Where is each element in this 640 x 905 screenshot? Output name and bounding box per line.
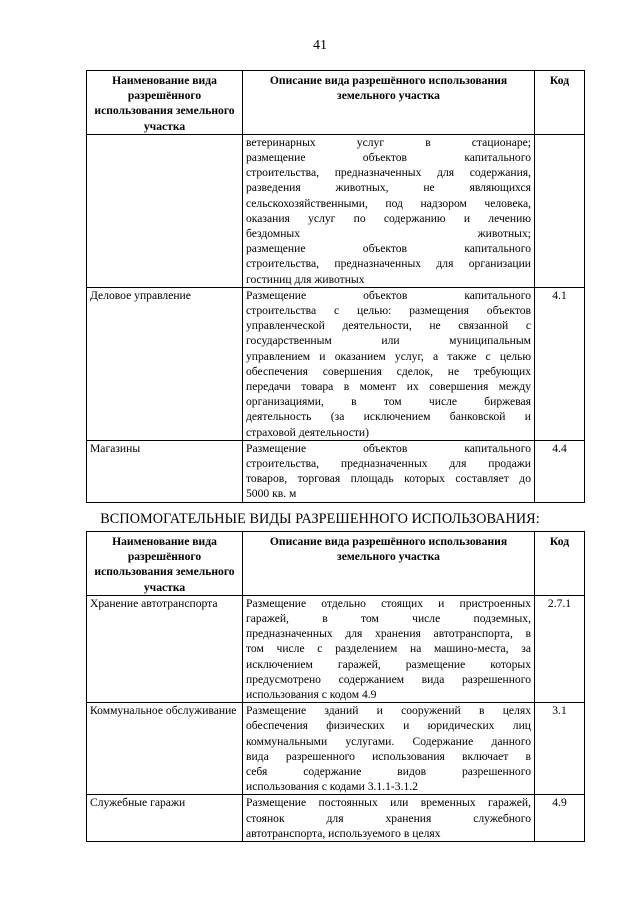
description-line: Размещение постоянных или временных гаражей, <box>246 796 531 810</box>
land-use-table-main <box>86 70 585 503</box>
description-line: стоянок для хранения служебного <box>246 811 531 825</box>
description-line: страховой деятельности) <box>246 425 369 439</box>
main-table-body <box>87 134 585 502</box>
description-line: предусмотрено содержанием вида разрешенного <box>246 672 531 686</box>
description-line: автотранспорта, используемого в целях <box>246 826 441 840</box>
description-line: размещение объектов капитального <box>246 242 531 256</box>
land-use-name: Магазины <box>87 440 243 502</box>
land-use-name: Деловое управление <box>87 287 243 440</box>
land-use-code: 4.9 <box>535 795 585 842</box>
land-use-name <box>87 134 243 287</box>
description-line: вида разрешенного использования включает в <box>246 749 531 763</box>
description-line: обеспечения физических и юридических лиц <box>246 719 531 733</box>
land-use-description <box>243 795 535 842</box>
description-line: размещение объектов капитального <box>246 151 531 165</box>
description-line: том числе с разделением на машино-места, за <box>246 642 531 656</box>
land-use-description <box>243 134 535 287</box>
land-use-name: Служебные гаражи <box>87 795 243 842</box>
table-row <box>87 795 585 842</box>
header-code: Код <box>535 532 585 596</box>
table-row <box>87 134 585 287</box>
description-line: деятельность (за исключением банковской и <box>246 410 531 424</box>
description-line: разведения животных, не являющихся <box>246 181 531 195</box>
land-use-name: Коммунальное обслуживание <box>87 703 243 795</box>
description-line: передачи товара в момент их совершения между <box>246 380 531 394</box>
description-line: использования с кодом 4.9 <box>246 688 377 702</box>
land-use-code: 3.1 <box>535 703 585 795</box>
description-line: обеспечения совершения сделок, не требующих <box>246 364 531 378</box>
description-line: бездомных животных; <box>246 227 531 241</box>
description-line: гаражей, в том числе подземных, <box>246 612 531 626</box>
description-line: товаров, торговая площадь которых составляет до <box>246 472 531 486</box>
description-line: государственным или муниципальным <box>246 334 531 348</box>
land-use-code: 2.7.1 <box>535 595 585 702</box>
description-line: 5000 кв. м <box>246 487 297 501</box>
description-line: Размещение отдельно стоящих и пристроенных <box>246 596 531 610</box>
header-description: Описание вида разрешённого использования земельного участка <box>243 532 535 596</box>
description-line: коммунальными услугами. Содержание данного <box>246 734 531 748</box>
description-line: себя содержание видов разрешенного <box>246 765 531 779</box>
table-row <box>87 595 585 702</box>
header-name: Наименование вида разрешённого использования земельного участка <box>87 71 243 135</box>
description-line: предназначенных для хранения автотранспорта, в <box>246 627 531 641</box>
description-line: исключением гаражей, размещение которых <box>246 657 531 671</box>
table-header-row <box>87 71 585 135</box>
land-use-code: 4.4 <box>535 440 585 502</box>
description-line: гостиниц для животных <box>246 272 365 286</box>
page-number: 41 <box>313 38 327 53</box>
land-use-name: Хранение автотранспорта <box>87 595 243 702</box>
description-line: организациями, в том числе биржевая <box>246 395 531 409</box>
description-line: сельскохозяйственными, под надзором человека, <box>246 196 531 210</box>
land-use-description <box>243 440 535 502</box>
land-use-description <box>243 595 535 702</box>
description-line: оказания услуг по содержанию и лечению <box>246 211 531 225</box>
description-line: управленческой деятельности, не связанной с <box>246 319 531 333</box>
header-name: Наименование вида разрешённого использования земельного участка <box>87 532 243 596</box>
description-line: Размещение объектов капитального <box>246 288 531 302</box>
description-line: использования с кодами 3.1.1-3.1.2 <box>246 780 418 794</box>
header-description: Описание вида разрешённого использования земельного участка <box>243 71 535 135</box>
table-row <box>87 703 585 795</box>
description-line: строительства, предназначенных для содержания, <box>246 166 531 180</box>
land-use-code <box>535 134 585 287</box>
description-line: строительства с целью: размещения объектов <box>246 304 531 318</box>
description-line: строительства, предназначенных для продажи <box>246 457 531 471</box>
land-use-description <box>243 703 535 795</box>
auxiliary-uses-title: ВСПОМОГАТЕЛЬНЫЕ ВИДЫ РАЗРЕШЕННОГО ИСПОЛЬЗОВАНИЯ: <box>100 511 540 527</box>
description-line: управлением и оказанием услуг, а также с целью <box>246 349 531 363</box>
land-use-code: 4.1 <box>535 287 585 440</box>
header-code: Код <box>535 71 585 135</box>
table-row <box>87 440 585 502</box>
aux-table-body <box>87 595 585 841</box>
description-line: Размещение зданий и сооружений в целях <box>246 704 531 718</box>
land-use-table-auxiliary <box>86 531 585 842</box>
land-use-description <box>243 287 535 440</box>
description-line: ветеринарных услуг в стационаре; <box>246 135 531 149</box>
table-row <box>87 287 585 440</box>
description-line: Размещение объектов капитального <box>246 441 531 455</box>
description-line: строительства, предназначенных для организации <box>246 257 531 271</box>
table-header-row <box>87 532 585 596</box>
